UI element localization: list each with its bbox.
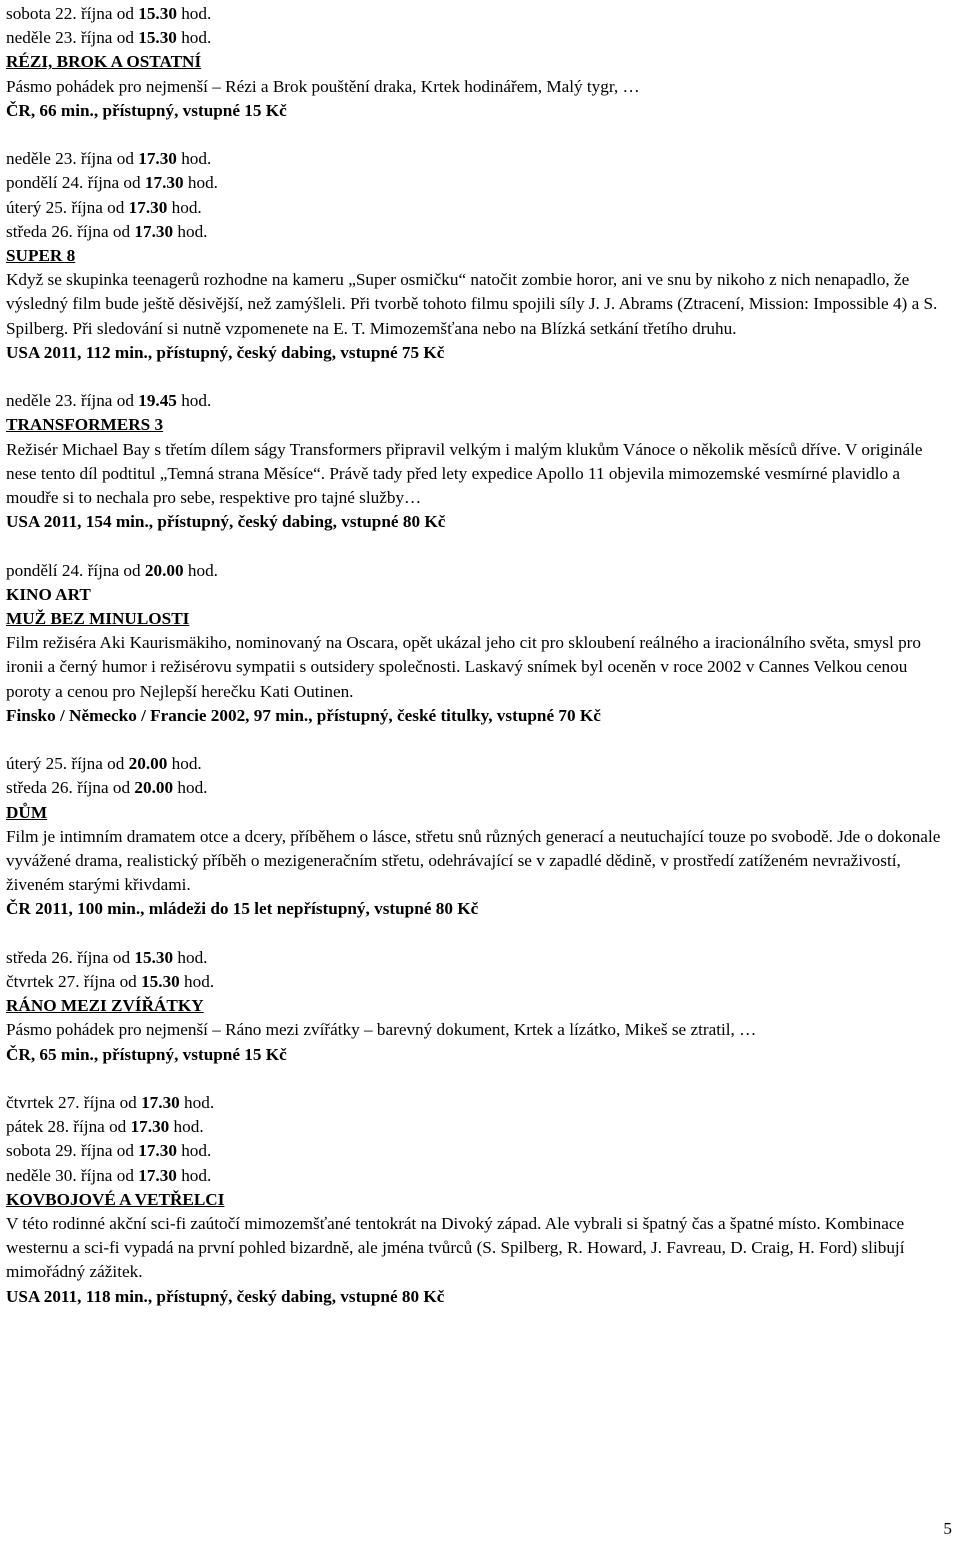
screening-date: pondělí 24. října od 20.00 hod. xyxy=(6,560,218,580)
screening-date: středa 26. října od 20.00 hod. xyxy=(6,778,208,798)
film-series-label: KINO ART xyxy=(6,584,91,604)
screening-date: neděle 23. října od 17.30 hod. xyxy=(6,149,212,169)
screening-date: čtvrtek 27. října od 17.30 hod. xyxy=(6,1093,215,1113)
film-info: ČR 2011, 100 min., mládeži do 15 let nepřístupný, vstupné 80 Kč xyxy=(6,899,479,919)
film-title: RÉZI, BROK A OSTATNÍ xyxy=(6,52,202,72)
event-transformers-3 xyxy=(6,389,952,534)
screening-date: sobota 29. října od 17.30 hod. xyxy=(6,1141,212,1161)
film-info: USA 2011, 154 min., přístupný, český dabing, vstupné 80 Kč xyxy=(6,512,446,532)
film-description: V této rodinné akční sci-fi zaútočí mimozemšťané tentokrát na Divoký západ. Ale vybrali si špatný čas a špatné místo. Kombinace westernu a sci-fi vypadá na první pohled bizardně, ale jména tvůrců (S. Spilberg, R. Howard, J. Favreau, D. Craig, H. Ford) slibují mimořádný zážitek. xyxy=(6,1214,905,1282)
film-info: Finsko / Německo / Francie 2002, 97 min., přístupný, české titulky, vstupné 70 Kč xyxy=(6,705,601,725)
film-info: USA 2011, 112 min., přístupný, český dabing, vstupné 75 Kč xyxy=(6,342,445,362)
screening-date: čtvrtek 27. října od 15.30 hod. xyxy=(6,972,215,992)
screening-date: neděle 23. října od 15.30 hod. xyxy=(6,28,212,48)
film-info: ČR, 65 min., přístupný, vstupné 15 Kč xyxy=(6,1044,287,1064)
page-number: 5 xyxy=(943,1519,952,1538)
screening-date: neděle 23. října od 19.45 hod. xyxy=(6,391,212,411)
film-description: Film je intimním dramatem otce a dcery, příběhem o lásce, střetu snů různých generací a neutuchající touze po svobodě. Jde o dokonale vyvážené drama, realistický příběh o mezigeneračním střetu, odehrávající se v zapadlé dědině, v prostředí zatíženém nevraživostí, živeném starými křivdami. xyxy=(6,826,941,895)
film-info: ČR, 66 min., přístupný, vstupné 15 Kč xyxy=(6,100,287,120)
film-title: RÁNO MEZI ZVÍŘÁTKY xyxy=(6,996,204,1016)
event-muz-bez-minulosti xyxy=(6,559,952,728)
film-info: USA 2011, 118 min., přístupný, český dabing, vstupné 80 Kč xyxy=(6,1286,445,1306)
event-rezi-brok xyxy=(6,2,952,123)
program-page xyxy=(6,2,952,1309)
event-rano-mezi-zviratky xyxy=(6,946,952,1067)
film-description: Pásmo pohádek pro nejmenší – Ráno mezi zvířátky – barevný dokument, Krtek a lízátko, Mikeš se ztratil, … xyxy=(6,1020,757,1040)
screening-date: neděle 30. října od 17.30 hod. xyxy=(6,1165,212,1185)
screening-date: středa 26. října od 15.30 hod. xyxy=(6,947,208,967)
film-title: TRANSFORMERS 3 xyxy=(6,415,164,435)
screening-date: pondělí 24. října od 17.30 hod. xyxy=(6,173,218,193)
event-dum xyxy=(6,752,952,921)
event-super-8 xyxy=(6,147,952,365)
film-title: MUŽ BEZ MINULOSTI xyxy=(6,609,190,629)
screening-date: středa 26. října od 17.30 hod. xyxy=(6,221,208,241)
screening-date: úterý 25. října od 17.30 hod. xyxy=(6,197,202,217)
film-title: KOVBOJOVÉ A VETŘELCI xyxy=(6,1189,225,1209)
film-description: Film režiséra Aki Kaurismäkiho, nominovaný na Oscara, opět ukázal jeho cit pro skloubení reálného a iracionálního světa, smysl pro ironii a černý humor i režisérovu sympatii s outsidery společnosti. Laskavý snímek byl oceněn v roce 2002 v Cannes Velkou cenou poroty a cenou pro Nejlepší herečku Kati Outinen. xyxy=(6,633,921,701)
film-description: Režisér Michael Bay s třetím dílem ságy Transformers připravil velkým i malým klukům Vánoce o několik měsíců dříve. V originále nese tento díl podtitul „Temná strana Měsíce“. Právě tady před lety expedice Apollo 11 objevila mimozemské vesmírné plavidlo a moudře si to nechala pro sebe, respektive pro tajné služby… xyxy=(6,439,923,508)
screening-date: úterý 25. října od 20.00 hod. xyxy=(6,754,202,774)
event-kovbojove-a-vetrelci xyxy=(6,1091,952,1309)
screening-date: sobota 22. října od 15.30 hod. xyxy=(6,4,212,23)
film-description: Pásmo pohádek pro nejmenší – Rézi a Brok pouštění draka, Krtek hodinářem, Malý tygr, … xyxy=(6,76,640,96)
film-title: DŮM xyxy=(6,802,48,822)
film-description: Když se skupinka teenagerů rozhodne na kameru „Super osmičku“ natočit zombie horor, ani ve snu by nikoho z nich nenapadlo, že výsledný film bude ještě děsivější, než zamýšleli. Při tvorbě tohoto filmu spojili síly J. J. Abrams (Ztracení, Mission: Impossible 4) a S. Spilberg. Při sledování si nutně vzpomenete na E. T. Mimozemšťana nebo na Blízká setkání třetího druhu. xyxy=(6,270,938,338)
film-title: SUPER 8 xyxy=(6,246,76,266)
screening-date: pátek 28. října od 17.30 hod. xyxy=(6,1117,204,1137)
